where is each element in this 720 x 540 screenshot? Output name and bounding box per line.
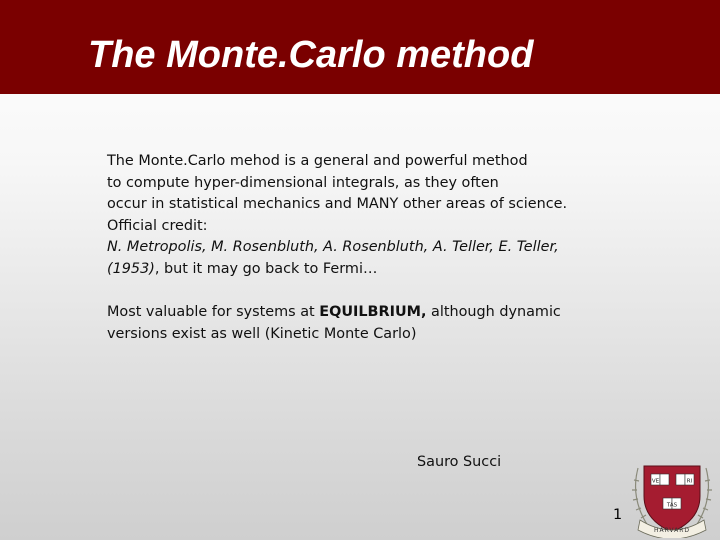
body-line: occur in statistical mechanics and MANY other areas of science. [107,196,568,213]
ribbon-text: HARVARD [653,527,691,534]
credit-year: (1953) [107,260,155,277]
slide-title: The Monte.Carlo method [88,34,534,76]
equilibrium-pre: Most valuable for systems at [107,304,320,321]
paragraph-gap [107,281,607,303]
body-line: to compute hyper-dimensional integrals, as they often [107,174,499,191]
body-line: The Monte.Carlo mehod is a general and powerful method [107,153,528,169]
credit-note: , but it may go back to Fermi… [154,260,378,277]
body-line: versions exist as well (Kinetic Monte Carlo) [107,325,417,342]
page-number: 1 [613,507,623,523]
equilibrium-line [107,302,607,324]
book-text-ri: RI [686,478,693,485]
harvard-shield-logo [626,460,718,538]
equilibrium-post: although dynamic [426,304,561,321]
book-text-tas: TAS [666,502,678,509]
slide-body [107,151,607,345]
credit-authors: N. Metropolis, M. Rosenbluth, A. Rosenbluth, A. Teller, E. Teller, [107,239,559,256]
equilibrium-keyword: EQUILBRIUM, [319,304,427,321]
body-line: Official credit: [107,217,208,234]
credit-year-line [107,259,607,281]
book-text-ve: VE [651,478,660,485]
author-name: Sauro Succi [417,454,502,470]
